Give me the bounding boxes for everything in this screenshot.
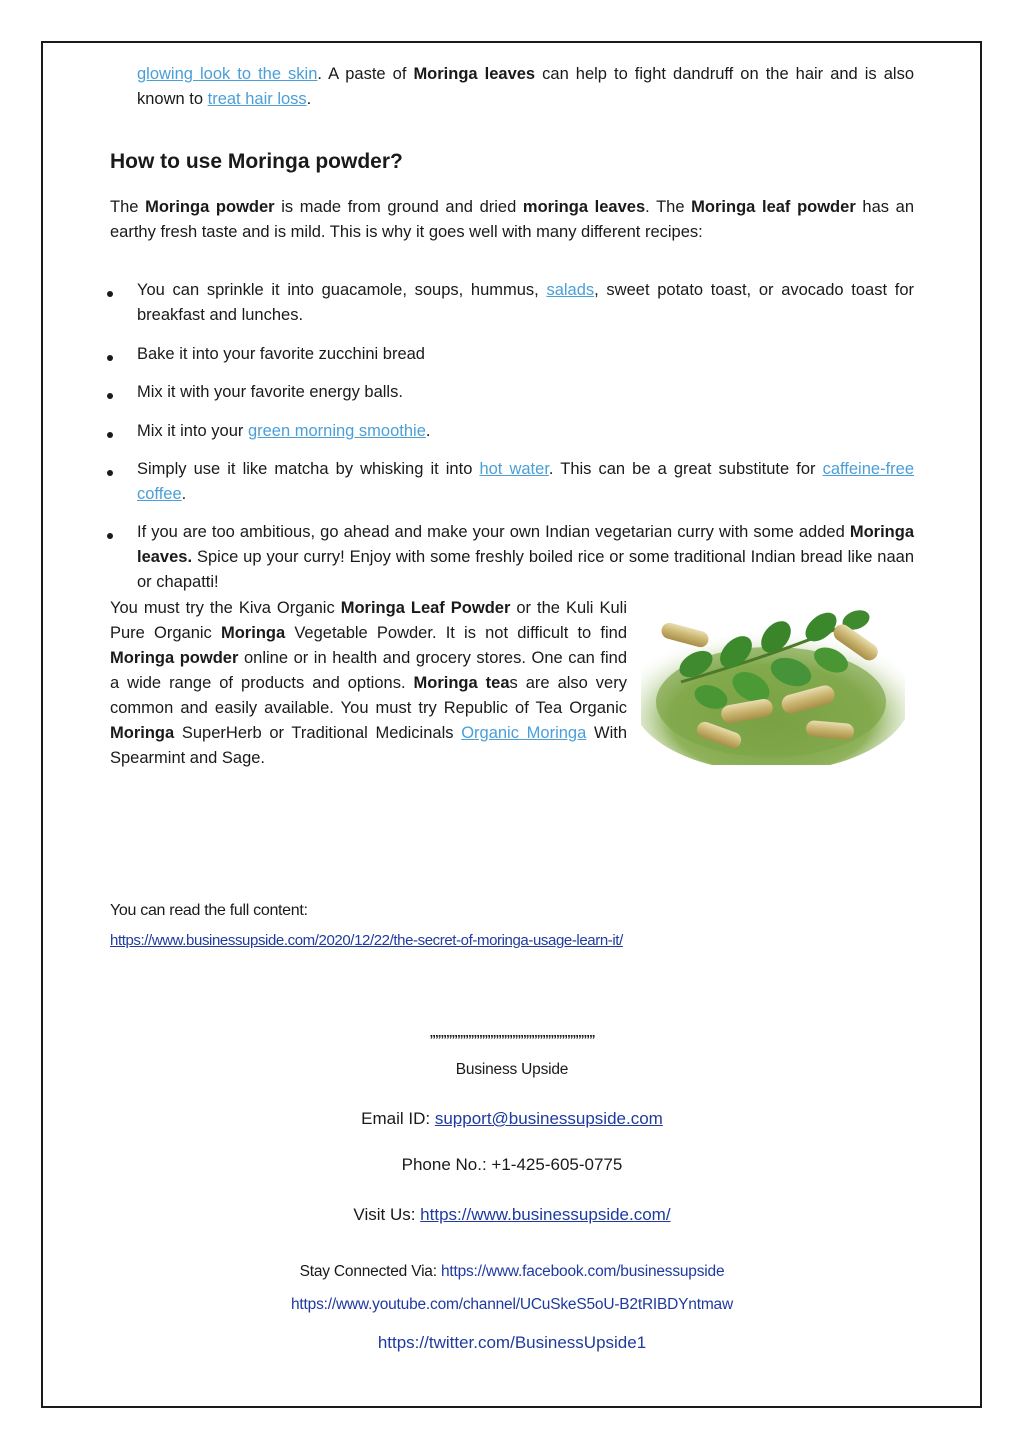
bullet-icon	[106, 470, 114, 478]
bullet-icon	[106, 432, 114, 440]
intro-paragraph: glowing look to the skin. A paste of Moringa leaves can help to fight dandruff on the hair and is also known to treat hair loss.	[137, 65, 914, 108]
treat-hair-loss-link[interactable]: treat hair loss	[207, 90, 307, 108]
email-line: Email ID: support@businessupside.com	[361, 1109, 663, 1128]
bullet-item-matcha: Simply use it like matcha by whisking it into hot water. This can be a great substitute for caffeine-free coffee.	[137, 460, 914, 503]
moringa-leaves-capsules-illustration	[641, 572, 905, 765]
youtube-link[interactable]: https://www.youtube.com/channel/UCuSkeS5oU-B2tRIBDYntmaw	[291, 1296, 733, 1313]
bullet-icon	[106, 393, 114, 401]
product-recommendation-paragraph: You must try the Kiva Organic Moringa Leaf Powder or the Kuli Kuli Pure Organic Moringa Vegetable Powder. It is not difficult to find Moringa powder online or in health and grocery stores. One can find a wide range of products and options. Moringa teas are also very common and easily available. You must try Republic of Tea Organic Moringa SuperHerb or Traditional Medicinals Organic Moringa With Spearmint and Sage.	[110, 599, 628, 767]
caffeine-free-coffee-link[interactable]: caffeine-free coffee	[137, 460, 914, 503]
moringa-powder-paragraph: The Moringa powder is made from ground and dried moringa leaves. The Moringa leaf powder has an earthy fresh taste and is mild. This is why it goes well with many different recipes:	[110, 198, 915, 241]
bullet-item-energy-balls: Mix it with your favorite energy balls.	[137, 383, 403, 401]
bullet-item-sprinkle: You can sprinkle it into guacamole, soups, hummus, salads, sweet potato toast, or avocado toast for breakfast and lunches.	[137, 281, 914, 324]
bullet-icon	[106, 291, 114, 299]
bullet-item-smoothie: Mix it into your green morning smoothie.	[137, 422, 431, 440]
bullet-icon	[106, 533, 114, 541]
full-content-link[interactable]: https://www.businessupside.com/2020/12/22/the-secret-of-moringa-usage-learn-it/	[110, 932, 623, 949]
company-name: Business Upside	[455, 1061, 569, 1078]
facebook-link[interactable]: https://www.facebook.com/businessupside	[440, 1263, 725, 1280]
read-more-label: You can read the full content:	[110, 902, 308, 919]
hot-water-link[interactable]: hot water	[479, 460, 549, 478]
salads-link[interactable]: salads	[546, 281, 595, 299]
phone-line: Phone No.: +1-425-605-0775	[401, 1155, 623, 1174]
glowing-skin-link[interactable]: glowing look to the skin	[137, 65, 318, 83]
organic-moringa-link[interactable]: Organic Moringa	[461, 724, 587, 742]
email-link[interactable]: support@businessupside.com	[434, 1109, 663, 1128]
stay-connected-line: Stay Connected Via: https://www.facebook.com/businessupside	[299, 1263, 725, 1280]
twitter-link[interactable]: https://twitter.com/BusinessUpside1	[377, 1333, 647, 1352]
bullet-icon	[106, 355, 114, 363]
decorative-quote-marks: ””””””””””””””””””””””””””””””	[429, 1032, 595, 1047]
green-smoothie-link[interactable]: green morning smoothie	[247, 422, 426, 440]
website-link[interactable]: https://www.businessupside.com/	[420, 1205, 671, 1224]
section-heading: How to use Moringa powder?	[110, 150, 403, 173]
moringa-product-image	[641, 572, 905, 765]
bullet-item-curry: If you are too ambitious, go ahead and make your own Indian vegetarian curry with some added Moringa leaves. Spice up your curry! Enjoy with some freshly boiled rice or some traditional Indian bread like naan or chapatti!	[137, 523, 914, 591]
bullet-item-bake: Bake it into your favorite zucchini bread	[137, 345, 425, 363]
visit-line: Visit Us: https://www.businessupside.com/	[353, 1205, 671, 1224]
